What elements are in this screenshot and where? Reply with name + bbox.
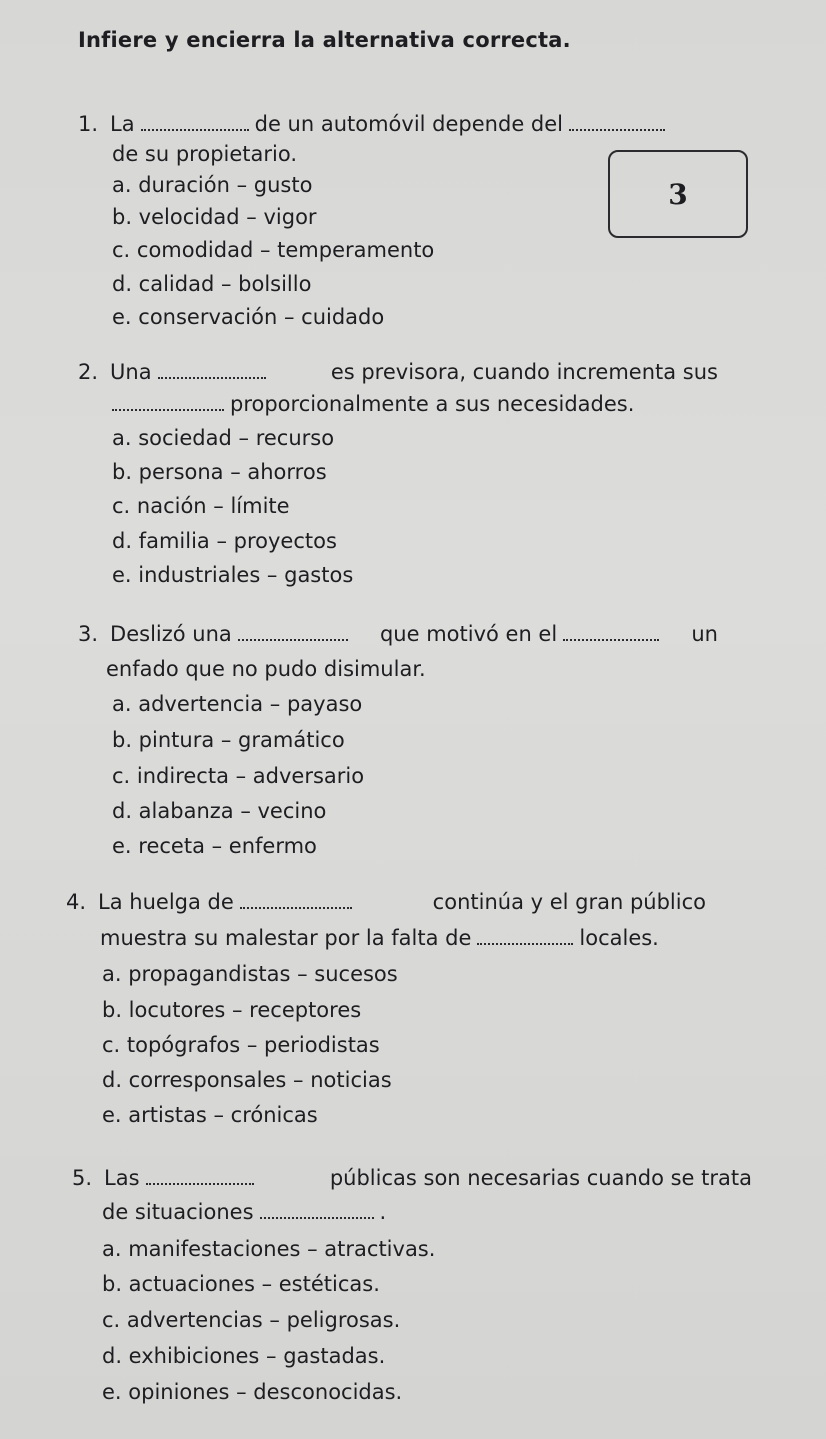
option-1e[interactable]: e. conservación – cuidado xyxy=(112,305,385,329)
question-1-text-a: La xyxy=(110,112,135,136)
option-3e[interactable]: e. receta – enfermo xyxy=(112,834,317,858)
answer-blank[interactable] xyxy=(477,927,573,945)
question-1-number: 1. xyxy=(78,112,99,136)
option-4d[interactable]: d. corresponsales – noticias xyxy=(102,1068,392,1092)
question-5-line-1 xyxy=(72,1164,752,1192)
question-5-number: 5. xyxy=(72,1166,93,1190)
question-1-text-b: de un automóvil depende del xyxy=(254,112,564,136)
question-4-number: 4. xyxy=(66,890,87,914)
question-2-text-b: es previsora, cuando incrementa sus xyxy=(330,360,718,384)
question-5-text-d: . xyxy=(379,1200,387,1224)
option-5e[interactable]: e. opiniones – desconocidas. xyxy=(102,1380,403,1404)
score-box xyxy=(608,150,748,238)
question-5-text-a: Las xyxy=(104,1166,140,1190)
question-3-text-c: un xyxy=(691,622,718,646)
option-3d[interactable]: d. alabanza – vecino xyxy=(112,799,327,823)
question-3-number: 3. xyxy=(78,622,99,646)
option-1b[interactable]: b. velocidad – vigor xyxy=(112,205,317,229)
question-4-text-a: La huelga de xyxy=(98,890,234,914)
answer-blank[interactable] xyxy=(146,1167,254,1185)
option-1d[interactable]: d. calidad – bolsillo xyxy=(112,272,312,296)
score-value: 3 xyxy=(668,177,688,211)
question-4-text-b: continúa y el gran público xyxy=(432,890,706,914)
question-2-number: 2. xyxy=(78,360,99,384)
option-4b[interactable]: b. locutores – receptores xyxy=(102,998,362,1022)
answer-blank[interactable] xyxy=(563,623,659,641)
answer-blank[interactable] xyxy=(141,113,249,131)
option-4a[interactable]: a. propagandistas – sucesos xyxy=(102,962,398,986)
option-5b[interactable]: b. actuaciones – estéticas. xyxy=(102,1272,380,1296)
question-2-line-2 xyxy=(112,390,634,418)
question-5-text-b: públicas son necesarias cuando se trata xyxy=(329,1166,752,1190)
question-4-text-c: muestra su malestar por la falta de xyxy=(100,926,472,950)
answer-blank[interactable] xyxy=(260,1201,374,1219)
question-4-line-1 xyxy=(66,888,706,916)
option-2c[interactable]: c. nación – límite xyxy=(112,494,290,518)
option-2b[interactable]: b. persona – ahorros xyxy=(112,460,327,484)
question-2-line-1 xyxy=(78,358,718,386)
question-5-line-2 xyxy=(102,1198,386,1226)
option-1c[interactable]: c. comodidad – temperamento xyxy=(112,238,435,262)
answer-blank[interactable] xyxy=(158,361,266,379)
question-1-line-1 xyxy=(78,110,671,138)
instruction-text: Infiere y encierra la alternativa correcta. xyxy=(78,28,571,52)
answer-blank[interactable] xyxy=(240,891,352,909)
question-4-text-d: locales. xyxy=(579,926,659,950)
option-5d[interactable]: d. exhibiciones – gastadas. xyxy=(102,1344,386,1368)
answer-blank[interactable] xyxy=(112,393,224,411)
answer-blank[interactable] xyxy=(569,113,665,131)
question-1-line-2: de su propietario. xyxy=(112,142,298,166)
question-3-text-b: que motivó en el xyxy=(379,622,558,646)
question-2-text-c: proporcionalmente a sus necesidades. xyxy=(230,392,635,416)
option-3a[interactable]: a. advertencia – payaso xyxy=(112,692,363,716)
question-2-text-a: Una xyxy=(110,360,152,384)
option-2a[interactable]: a. sociedad – recurso xyxy=(112,426,335,450)
option-5c[interactable]: c. advertencias – peligrosas. xyxy=(102,1308,401,1332)
option-2e[interactable]: e. industriales – gastos xyxy=(112,563,354,587)
question-3-line-1 xyxy=(78,620,718,648)
question-4-line-2 xyxy=(100,924,659,952)
option-4e[interactable]: e. artistas – crónicas xyxy=(102,1103,318,1127)
answer-blank[interactable] xyxy=(238,623,348,641)
option-2d[interactable]: d. familia – proyectos xyxy=(112,529,337,553)
option-3b[interactable]: b. pintura – gramático xyxy=(112,728,345,752)
option-4c[interactable]: c. topógrafos – periodistas xyxy=(102,1033,380,1057)
question-3-line-2: enfado que no pudo disimular. xyxy=(106,657,426,681)
option-3c[interactable]: c. indirecta – adversario xyxy=(112,764,365,788)
option-5a[interactable]: a. manifestaciones – atractivas. xyxy=(102,1237,436,1261)
question-5-text-c: de situaciones xyxy=(102,1200,254,1224)
option-1a[interactable]: a. duración – gusto xyxy=(112,173,313,197)
question-3-text-a: Deslizó una xyxy=(110,622,232,646)
